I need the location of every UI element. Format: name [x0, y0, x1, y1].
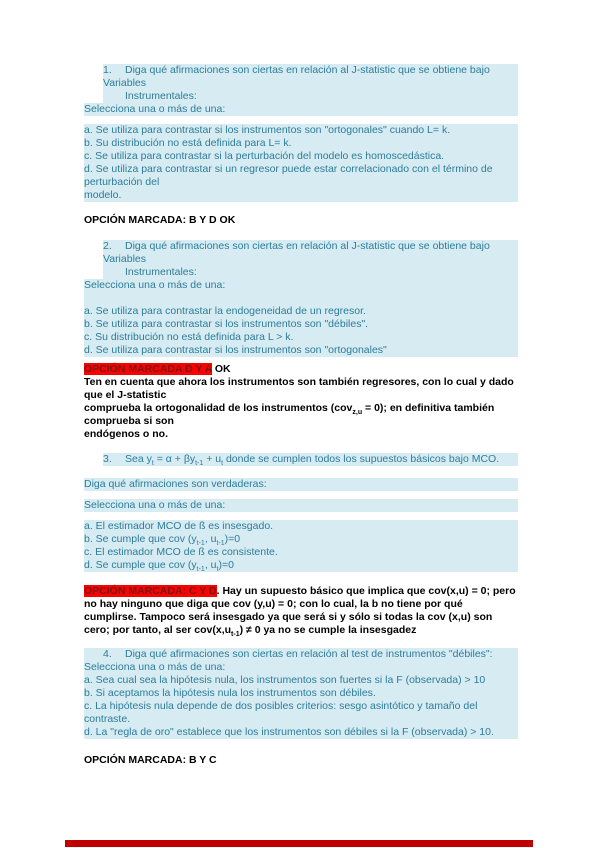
question-3-select-label: Selecciona una o más de una: [84, 499, 518, 512]
question-2-marked-ok: OK [214, 363, 231, 375]
question-2-title [103, 240, 518, 279]
question-3-marked-highlight: OPCIÓN MARCADA: C Y D [84, 585, 217, 597]
question-1-option-b: b. Su distribución no está definida para L= k. [84, 137, 292, 149]
question-3-option-c: c. El estimador MCO de ß es consistente. [84, 546, 278, 558]
question-3-prompt: Diga qué afirmaciones son verdaderas: [84, 478, 518, 491]
question-1-title-line2: Instrumentales: [125, 90, 197, 102]
question-3-equation: 3. Sea $y_t = \alpha + \beta y_{t-1} + u_t$ donde se cumplen todos los supuestos básicos bajo MCO. [103, 453, 518, 466]
question-2-marked-highlight: OPCIÓN MARCADA D Y A [84, 363, 212, 375]
question-4-select-label: Selecciona una o más de una: [84, 661, 226, 673]
question-2-option-a: a. Se utiliza para contrastar la endogeneidad de un regresor. [84, 305, 366, 317]
question-2-number: 2. [103, 240, 112, 252]
next-section-highlight-cutoff [65, 840, 533, 847]
question-4-option-c: c. La hipótesis nula depende de dos posibles criterios: sesgo asintótico y tamaño del contraste. [84, 700, 478, 725]
question-4-option-b: b. Si aceptamos la hipótesis nula los instrumentos son débiles. [84, 687, 376, 699]
question-3-option-d: d. Se cumple que cov ($y_{t-1}$, $u_t)=0$ [84, 559, 234, 574]
question-2-option-c: c. Su distribución no está definida para L > k. [84, 331, 294, 343]
question-2-option-b: b. Se utiliza para contrastar si los instrumentos son "débiles". [84, 318, 369, 330]
question-3 [84, 453, 518, 637]
question-4-option-a: a. Sea cual sea la hipótesis nula, los instrumentos son fuertes si la F (observada) > 10 [84, 674, 486, 686]
question-1-option-a: a. Se utiliza para contrastar si los instrumentos son "ortogonales" cuando L= k. [84, 124, 451, 136]
question-2-marked-option [84, 363, 518, 376]
question-4-option-d: d. La "regla de oro" establece que los instrumentos son débiles si la F (observada) > 10. [84, 726, 494, 738]
question-4-block [84, 648, 518, 739]
question-2-title-line1: Diga qué afirmaciones son ciertas en relación al J-statistic que se obtiene bajo Variables [103, 240, 490, 265]
question-1 [84, 64, 518, 227]
question-1-number: 1. [103, 64, 112, 76]
question-2-option-d: d. Se utiliza para contrastar si los instrumentos son "ortogonales" [84, 344, 387, 356]
question-1-options [84, 124, 518, 202]
question-2-explanation: Ten en cuenta que ahora los instrumentos son también regresores, con lo cual y dado que el J-statistic comprueba la ortogonalidad de los instrumentos (cov$_{z,u}$ = 0); en definitiva también comprueba si son endógenos o no. [84, 376, 514, 440]
question-2-select-label: Selecciona una o más de una: [84, 279, 226, 291]
question-3-options [84, 520, 518, 572]
question-4 [84, 648, 518, 767]
question-4-marked-option: OPCIÓN MARCADA: B Y C [84, 754, 217, 766]
question-1-option-c: c. Se utiliza para contrastar si la perturbación del modelo es homoscedástica. [84, 150, 445, 162]
question-3-number: 3. [103, 453, 112, 465]
question-1-title-line1: Diga qué afirmaciones son ciertas en relación al J-statistic que se obtiene bajo Variables [103, 64, 490, 89]
question-1-title [103, 64, 518, 103]
question-2-options [84, 279, 518, 357]
question-3-option-b: b. Se cumple que cov ($y_{t-1}$, $u_{t-1})=0$ [84, 533, 241, 548]
question-3-option-a: a. El estimador MCO de ß es insesgado. [84, 520, 274, 532]
question-2-title-line2: Instrumentales: [125, 266, 197, 278]
document-page [84, 64, 518, 767]
question-1-option-d-line1: d. Se utiliza para contrastar si un regresor puede estar correlacionado con el término de perturbación del [84, 163, 493, 188]
question-4-title: 4. Diga qué afirmaciones son ciertas en relación al test de instrumentos "débiles": [103, 648, 493, 660]
question-4-number: 4. [103, 648, 112, 660]
question-1-select-label: Selecciona una o más de una: [84, 103, 518, 116]
question-1-marked-option: OPCIÓN MARCADA: B Y D OK [84, 214, 236, 226]
question-1-option-d-line2: modelo. [84, 189, 122, 201]
question-3-marked-explanation: OPCIÓN MARCADA: C Y D. Hay un supuesto básico que implica que cov(x,u) = 0; pero no hay ninguno que diga que cov (y,u) = 0; con lo cual, la b no tiene por qué cumplirse. Tampoco será insesgado ya que será si y sólo si todas la cov (x,u) son cero; por tanto, al ser $cov(x,u_{t-1}) \ne 0$ ya no se cumple la insesgadez [84, 585, 516, 639]
question-2 [84, 240, 518, 441]
